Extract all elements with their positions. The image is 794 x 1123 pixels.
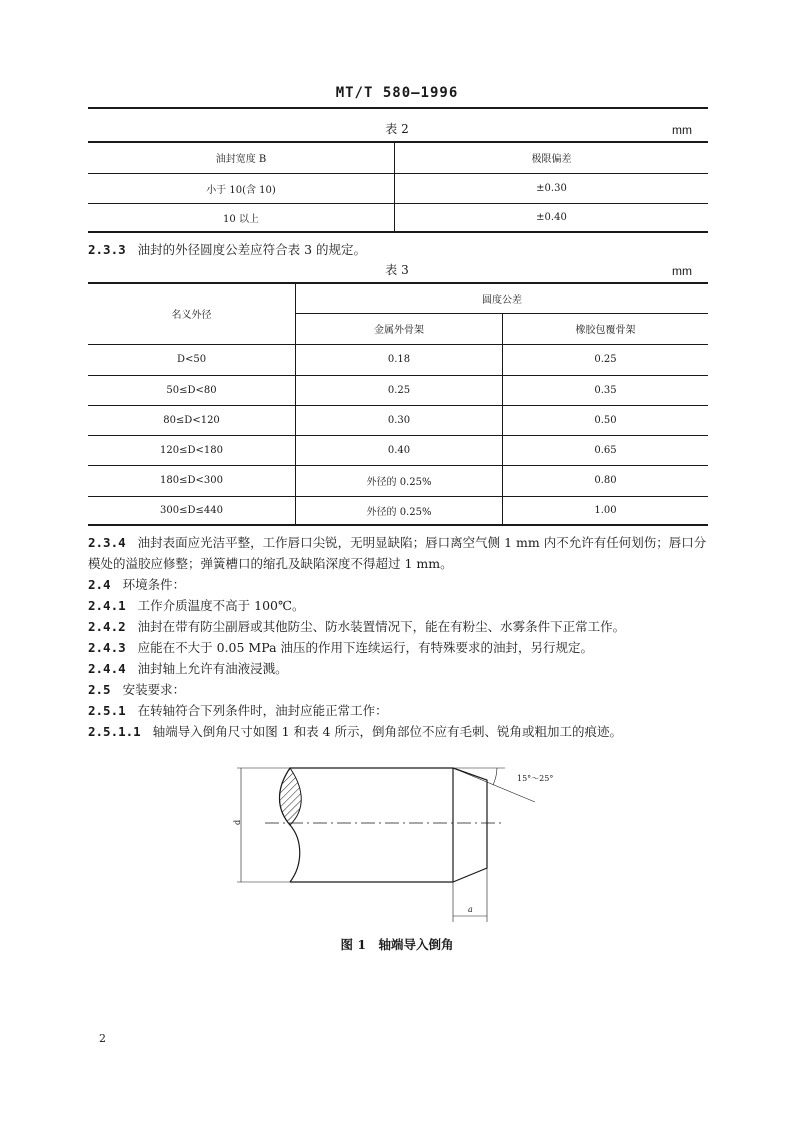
clause-number: 2.4 bbox=[88, 577, 111, 592]
table3-cell: 0.50 bbox=[503, 405, 709, 435]
clause-text: 油封的外径圆度公差应符合表 3 的规定。 bbox=[137, 242, 367, 257]
clause-text: 应能在不大于 0.05 MPa 油压的作用下连续运行，有特殊要求的油封，另行规定。 bbox=[137, 640, 593, 655]
clause-number: 2.4.2 bbox=[88, 619, 126, 634]
table2-caption: 表 2 bbox=[385, 122, 409, 136]
table3-cell: 0.30 bbox=[296, 405, 503, 435]
chamfer-end bbox=[453, 768, 487, 882]
clause-text: 油封在带有防尘副唇或其他防尘、防水装置情况下，能在有粉尘、水雾条件下正常工作。 bbox=[137, 619, 626, 634]
clause-2-5 bbox=[88, 679, 708, 700]
standard-code-header: MT/T 580—1996 bbox=[335, 85, 459, 101]
table3-cell: 300≤D≤440 bbox=[88, 496, 296, 525]
table3-cell: 外径的 0.25% bbox=[296, 465, 503, 496]
clause-text: 轴端导入倒角尺寸如图 1 和表 4 所示，倒角部位不应有毛刺、锐角或粗加工的痕迹。 bbox=[152, 724, 622, 739]
table3-cell: 0.80 bbox=[503, 465, 709, 496]
page-number: 2 bbox=[99, 1032, 106, 1045]
table3-cell: 0.65 bbox=[503, 435, 709, 465]
header-rule bbox=[88, 107, 708, 109]
table3-cell: 0.25 bbox=[296, 375, 503, 405]
clause-text: 油封轴上允许有油液浸溅。 bbox=[137, 661, 288, 676]
table2-cell: 10 以上 bbox=[88, 203, 395, 232]
table3-cell: 0.35 bbox=[503, 375, 709, 405]
clause-text: 环境条件： bbox=[122, 577, 186, 592]
table2-cell: ±0.40 bbox=[395, 203, 709, 232]
table3-cell: 180≤D<300 bbox=[88, 465, 296, 496]
table3-cell: 0.25 bbox=[503, 344, 709, 375]
figure1-shaft-chamfer bbox=[233, 760, 554, 925]
hatched-section bbox=[279, 768, 301, 825]
table3-caption: 表 3 bbox=[385, 263, 409, 277]
angle-label: 15°～25° bbox=[517, 774, 554, 783]
clause-number: 2.4.4 bbox=[88, 661, 126, 676]
clause-2-3-4 bbox=[88, 532, 708, 574]
table3-cell: 外径的 0.25% bbox=[296, 496, 503, 525]
figure1-caption: 图 1 轴端导入倒角 bbox=[340, 937, 454, 952]
clause-text: 油封表面应光洁平整，工作唇口尖锐，无明显缺陷；唇口离空气侧 1 mm 内不允许有任何划伤；唇口分模处的溢胶应修整；弹簧槽口的缩孔及缺陷深度不得超过 1 mm。 bbox=[88, 535, 707, 571]
clause-2-5-1 bbox=[88, 700, 708, 721]
clause-2-5-1-1 bbox=[88, 721, 708, 742]
table3-subheader-metal: 金属外骨架 bbox=[296, 313, 503, 344]
chamfer-label: a bbox=[468, 905, 473, 914]
clause-text: 工作介质温度不高于 100℃。 bbox=[137, 598, 305, 613]
table2-header-width: 油封宽度 B bbox=[88, 142, 395, 173]
clause-2-4-1 bbox=[88, 595, 708, 616]
clauses-block bbox=[88, 532, 708, 742]
table3-unit: mm bbox=[672, 264, 692, 278]
clause-number: 2.5.1 bbox=[88, 703, 126, 718]
clause-2-3-3 bbox=[88, 239, 708, 260]
table2-cell: ±0.30 bbox=[395, 173, 709, 203]
clause-number: 2.3.3 bbox=[88, 242, 126, 257]
clause-2-4-4 bbox=[88, 658, 708, 679]
clause-number: 2.5 bbox=[88, 682, 111, 697]
clause-number: 2.5.1.1 bbox=[88, 724, 141, 739]
diameter-label: d bbox=[233, 819, 242, 825]
table3-header-nominal: 名义外径 bbox=[88, 283, 296, 344]
table3-cell: 80≤D<120 bbox=[88, 405, 296, 435]
table3-cell: 1.00 bbox=[503, 496, 709, 525]
table3-cell: 50≤D<80 bbox=[88, 375, 296, 405]
table3 bbox=[88, 282, 708, 526]
table3-subheader-rubber: 橡胶包覆骨架 bbox=[503, 313, 709, 344]
table3-cell: 0.18 bbox=[296, 344, 503, 375]
clause-number: 2.3.4 bbox=[88, 535, 126, 550]
table2-unit: mm bbox=[672, 123, 692, 137]
table3-cell: 120≤D<180 bbox=[88, 435, 296, 465]
clause-text: 安装要求： bbox=[122, 682, 186, 697]
clause-number: 2.4.3 bbox=[88, 640, 126, 655]
table3-cell: D<50 bbox=[88, 344, 296, 375]
clause-number: 2.4.1 bbox=[88, 598, 126, 613]
table2 bbox=[88, 141, 708, 233]
angle-arc bbox=[493, 768, 497, 785]
clause-text: 在转轴符合下列条件时，油封应能正常工作： bbox=[137, 703, 388, 718]
table3-cell: 0.40 bbox=[296, 435, 503, 465]
table3-header-roundness: 圆度公差 bbox=[296, 283, 709, 313]
table2-header-deviation: 极限偏差 bbox=[395, 142, 709, 173]
table2-cell: 小于 10(含 10) bbox=[88, 173, 395, 203]
clause-2-4-3 bbox=[88, 637, 708, 658]
clause-2-4 bbox=[88, 574, 708, 595]
clause-2-4-2 bbox=[88, 616, 708, 637]
